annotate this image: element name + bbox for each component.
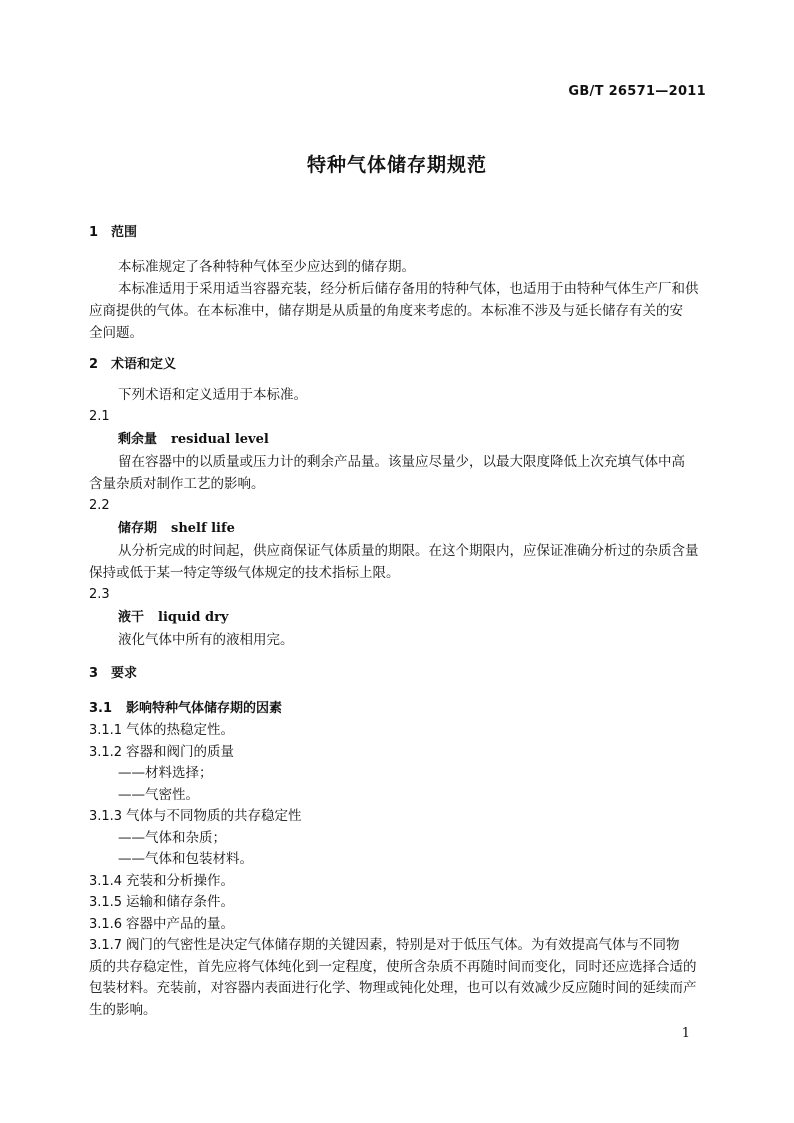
- clause-line: 生的影响。: [89, 1001, 157, 1018]
- term-chinese: 液干: [118, 610, 145, 625]
- term-chinese: 储存期: [118, 521, 158, 536]
- paragraph-line: 本标准适用于采用适当容器充装，经分析后储存备用的特种气体，也适用于由特种气体生产厂和供: [118, 281, 699, 297]
- list-item: ——气密性。: [118, 786, 199, 803]
- clause: [89, 935, 707, 957]
- clause-number: 3.1.2: [89, 744, 123, 760]
- clause: [89, 871, 707, 893]
- clause-number: 3.1.6: [89, 916, 123, 932]
- definition-line: 含量杂质对制作工艺的影响。: [89, 476, 265, 492]
- clause-number: 3.1.7: [89, 938, 123, 953]
- document-title: 特种气体储存期规范: [306, 154, 487, 176]
- clause: [89, 806, 707, 828]
- section-title: 范围: [111, 225, 138, 240]
- term-number: 2.1: [89, 409, 110, 424]
- subsection-heading: [89, 697, 707, 720]
- paragraph: 下列术语和定义适用于本标准。: [118, 387, 307, 403]
- clause-text: 容器和阀门的质量: [126, 743, 234, 760]
- section-number: 3: [89, 666, 99, 681]
- definition-line: 留在容器中的以质量或压力计的剩余产品量。该量应尽量少，以最大限度降低上次充填气体中高: [118, 454, 685, 470]
- clause-text: 阀门的气密性是决定气体储存期的关键因素，特别是对于低压气体。为有效提高气体与不同物: [126, 937, 680, 953]
- subsection-number: 3.1: [89, 701, 113, 716]
- term-entry: [89, 517, 707, 540]
- clause-number: 3.1.1: [89, 723, 123, 738]
- list-item: ——气体和杂质；: [118, 829, 226, 846]
- clause: [89, 914, 707, 936]
- section-heading-terms: [89, 354, 707, 376]
- standard-code: GB/T 26571—2011: [568, 84, 706, 99]
- paragraph-line: 全问题。: [89, 325, 143, 341]
- paragraph: 本标准规定了各种特种气体至少应达到的储存期。: [118, 259, 415, 275]
- clause-number: 3.1.5: [89, 895, 123, 910]
- clause-text: 气体与不同物质的共存稳定性: [126, 808, 302, 824]
- term-number: 2.2: [89, 498, 110, 513]
- clause-number: 3.1.3: [89, 809, 123, 824]
- term-english: liquid dry: [158, 610, 229, 625]
- clause-text: 气体的热稳定性。: [126, 722, 234, 738]
- term-entry: [89, 606, 707, 629]
- term-english: shelf life: [171, 521, 235, 536]
- definition-line: 从分析完成的时间起，供应商保证气体质量的期限。在这个期限内，应保证准确分析过的杂质含量: [118, 543, 699, 559]
- term-chinese: 剩余量: [118, 432, 158, 447]
- section-title: 术语和定义: [111, 357, 177, 372]
- section-heading-scope: [89, 222, 707, 244]
- clause-text: 充装和分析操作。: [126, 872, 234, 889]
- section-number: 2: [89, 357, 99, 372]
- clause-line: 包装材料。充装前，对容器内表面进行化学、物理或钝化处理，也可以有效减少反应随时间的延续而产: [89, 980, 697, 996]
- list-item: ——气体和包装材料。: [118, 851, 253, 867]
- clause: [89, 892, 707, 914]
- clause-number: 3.1.4: [89, 873, 123, 889]
- clause-text: 运输和储存条件。: [126, 894, 234, 910]
- term-entry: [89, 428, 707, 451]
- section-heading-requirements: [89, 663, 707, 685]
- clause: [89, 742, 707, 764]
- clause: [89, 720, 707, 742]
- definition-line: 保持或低于某一特定等级气体规定的技术指标上限。: [89, 565, 400, 581]
- paragraph-line: 应商提供的气体。在本标准中，储存期是从质量的角度来考虑的。本标准不涉及与延长储存有关的安: [89, 303, 683, 319]
- subsection-title: 影响特种气体储存期的因素: [126, 701, 283, 716]
- document-body: [89, 222, 707, 1021]
- clause-line: 质的共存稳定性，首先应将气体纯化到一定程度，使所含杂质不再随时间而变化，同时还应选择合适的: [89, 958, 697, 975]
- term-english: residual level: [171, 432, 269, 447]
- section-title: 要求: [111, 666, 138, 681]
- term-number: 2.3: [89, 587, 110, 602]
- definition-line: 液化气体中所有的液相用完。: [118, 632, 294, 648]
- page-number: 1: [681, 1026, 690, 1041]
- clause-text: 容器中产品的量。: [126, 915, 234, 932]
- list-item: ——材料选择；: [118, 765, 213, 781]
- section-number: 1: [89, 225, 99, 240]
